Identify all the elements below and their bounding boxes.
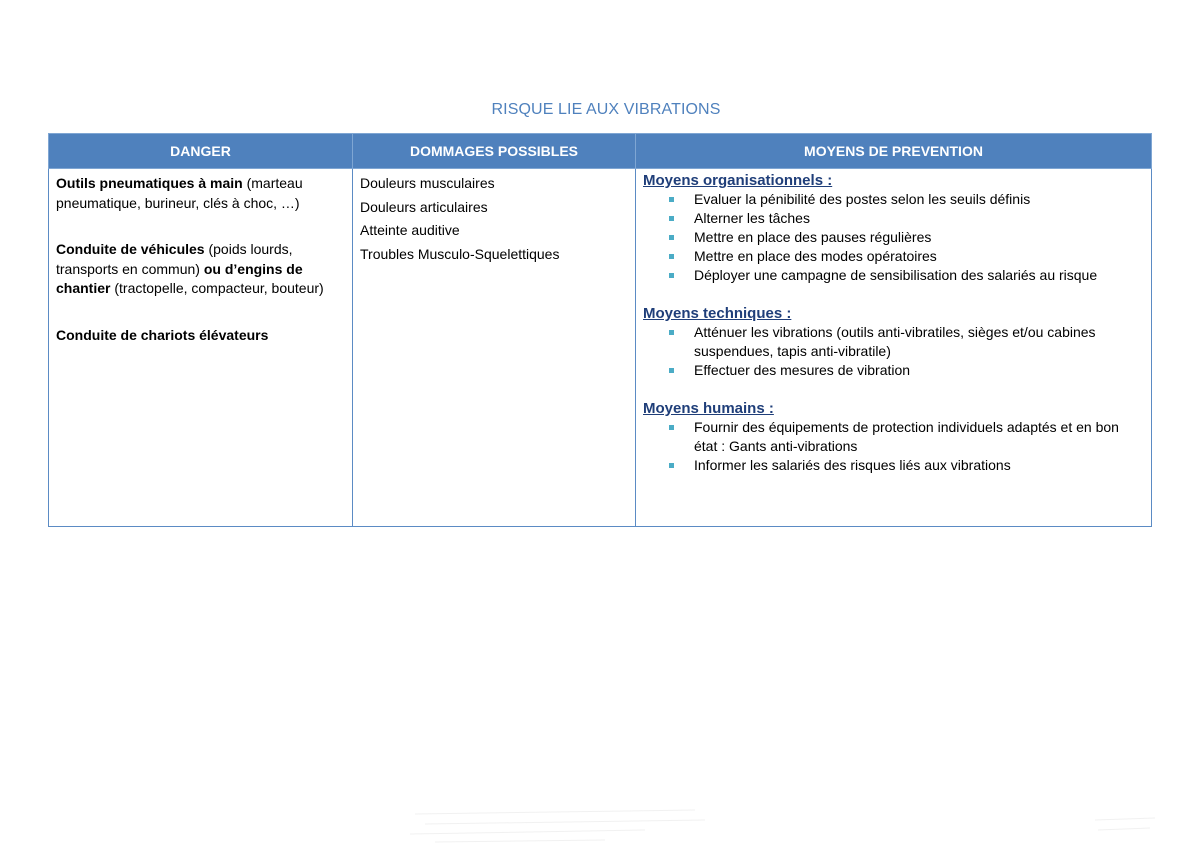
list-item xyxy=(694,323,1143,361)
list-item-text: Déployer une campagne de sensibilisation des salariés au risque xyxy=(694,267,1098,283)
list-item-text: Effectuer des mesures de vibration xyxy=(694,362,911,378)
prevention-section-humains xyxy=(643,400,1143,475)
bullet-icon xyxy=(669,235,674,240)
faint-scan-marks xyxy=(405,800,715,848)
bullet-icon xyxy=(669,330,674,335)
list-item-text: Atténuer les vibrations (outils anti-vibratiles, sièges et/ou cabines suspendues, tapis anti-vibratile) xyxy=(694,324,1096,359)
danger-cell xyxy=(49,169,353,527)
danger-item-detail: (marteau pneumatique, burineur, clés à choc, …) xyxy=(56,175,303,211)
list-item-text: Alterner les tâches xyxy=(694,210,810,226)
header-prevention: MOYENS DE PREVENTION xyxy=(636,134,1152,169)
list-item xyxy=(694,266,1143,285)
header-danger: DANGER xyxy=(49,134,353,169)
danger-item-pneumatic xyxy=(56,174,345,213)
dommage-item: Troubles Musculo-Squelettiques xyxy=(360,245,560,262)
page-title: RISQUE LIE AUX VIBRATIONS xyxy=(491,101,721,118)
danger-item-label: ou d’engins de chantier xyxy=(56,260,303,296)
bullet-icon xyxy=(669,197,674,202)
dommage-item: Douleurs articulaires xyxy=(360,198,488,215)
danger-item-forklift xyxy=(56,326,345,346)
section-title: Moyens humains : xyxy=(643,400,774,417)
header-dommages: DOMMAGES POSSIBLES xyxy=(353,134,636,169)
bullet-icon xyxy=(669,368,674,373)
section-title: Moyens organisationnels : xyxy=(643,172,833,189)
bullet-icon xyxy=(669,216,674,221)
risk-table xyxy=(48,133,1152,527)
danger-item-label: Outils pneumatiques à main xyxy=(56,175,243,191)
danger-item-label: Conduite de chariots élévateurs xyxy=(56,326,269,343)
dommage-item: Douleurs musculaires xyxy=(360,175,495,191)
list-item-text: Mettre en place des modes opératoires xyxy=(694,248,937,264)
danger-item-detail: (tractopelle, compacteur, bouteur) xyxy=(110,280,324,296)
dommage-item: Atteinte auditive xyxy=(360,222,460,238)
list-item xyxy=(694,247,1143,266)
list-item-text: Fournir des équipements de protection individuels adaptés et en bon état : Gants anti-vibrations xyxy=(694,419,1119,454)
header-row xyxy=(49,134,1152,169)
danger-item-label: Conduite de véhicules xyxy=(56,241,205,257)
bullet-icon xyxy=(669,254,674,259)
list-item xyxy=(694,456,1143,475)
prevention-section-techniques xyxy=(643,305,1143,380)
section-title: Moyens techniques : xyxy=(643,305,792,322)
list-item xyxy=(694,418,1143,456)
table-row xyxy=(49,169,1152,527)
list-item-text: Mettre en place des pauses régulières xyxy=(694,229,932,245)
list-item xyxy=(694,209,1143,228)
bullet-icon xyxy=(669,273,674,278)
list-item xyxy=(694,228,1143,247)
list-item xyxy=(694,190,1143,209)
faint-scan-marks xyxy=(1090,812,1160,842)
dommages-cell xyxy=(353,169,636,527)
prevention-cell xyxy=(636,169,1152,527)
list-item-text: Evaluer la pénibilité des postes selon les seuils définis xyxy=(694,191,1031,207)
list-item-text: Informer les salariés des risques liés aux vibrations xyxy=(694,457,1011,473)
list-item xyxy=(694,361,1143,380)
bullet-icon xyxy=(669,425,674,430)
prevention-section-organisationnels xyxy=(643,172,1143,285)
danger-item-vehicles xyxy=(56,240,345,299)
bullet-icon xyxy=(669,463,674,468)
danger-item-detail: (poids lourds, transports en commun) xyxy=(56,241,293,277)
